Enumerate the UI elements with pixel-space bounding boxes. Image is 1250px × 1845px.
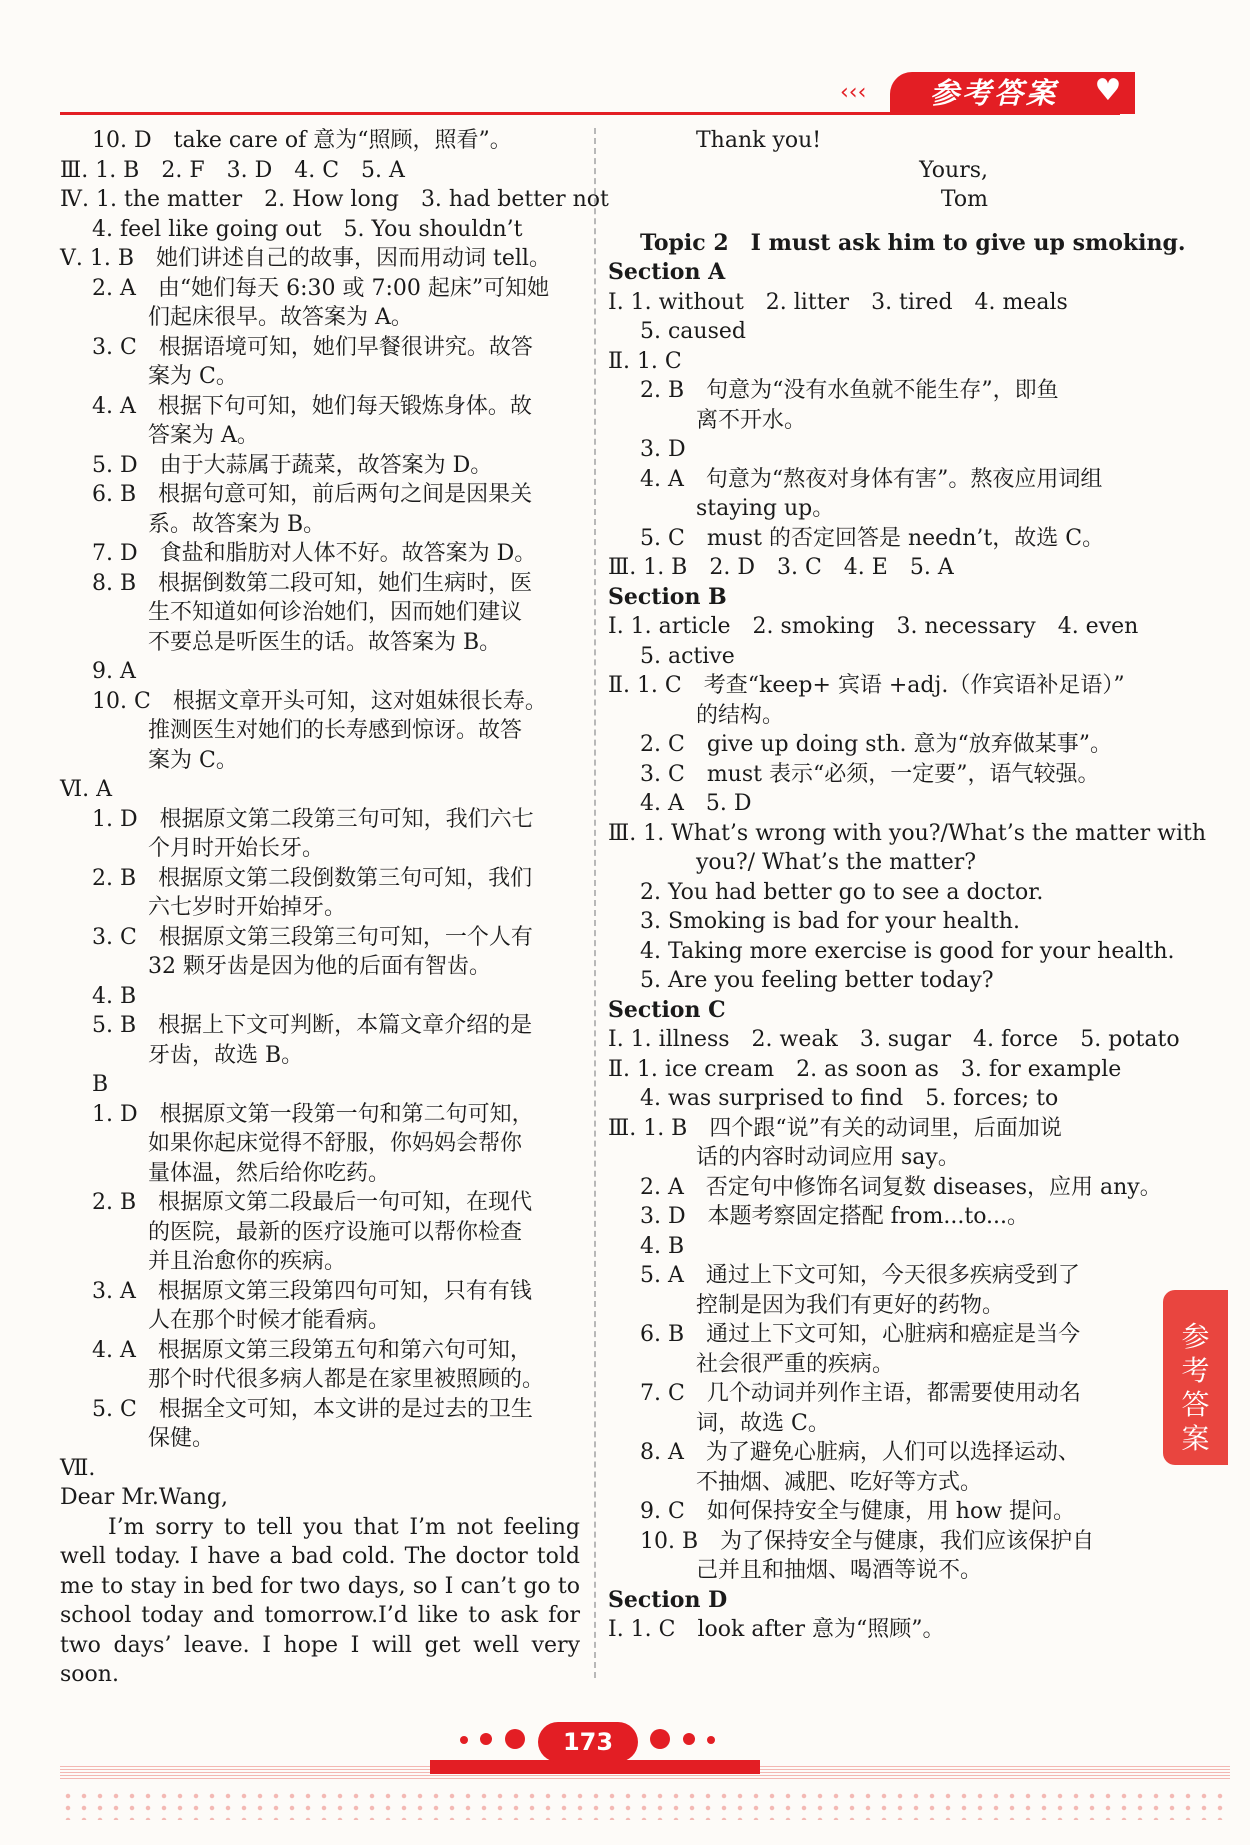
- answer-line: 那个时代很多病人都是在家里被照顾的。: [148, 1367, 545, 1392]
- answer-line: 9. A: [92, 659, 136, 684]
- answer-line: 5. B 根据上下文可判断，本篇文章介绍的是: [92, 1013, 533, 1038]
- answer-line: 离不开水。: [696, 407, 807, 433]
- answer-line: 2. You had better go to see a doctor.: [640, 879, 1044, 905]
- answer-line: 3. D: [640, 437, 686, 462]
- answer-line: 7. C 几个动词并列作主语，都需要使用动名: [640, 1381, 1081, 1406]
- answer-line: 社会很严重的疾病。: [696, 1351, 895, 1377]
- footer-dot: [480, 1733, 492, 1745]
- header-arrows-icon: ‹‹‹: [840, 80, 867, 105]
- side-tab: [1163, 1290, 1228, 1465]
- answer-line: 8. B 根据倒数第二段可知，她们生病时，医: [92, 570, 533, 596]
- answer-line: 保健。: [148, 1426, 215, 1451]
- answer-line: 3. C 根据原文第三段第三句可知，一个人有: [92, 924, 533, 950]
- answer-line: 的医院，最新的医疗设施可以帮你检查: [148, 1219, 523, 1245]
- answer-line: 个月时开始长牙。: [148, 836, 325, 861]
- answer-line: [608, 215, 1128, 223]
- answer-line: 4. B: [640, 1233, 685, 1259]
- answer-line: 5. A 通过上下文可知，今天很多疾病受到了: [640, 1263, 1080, 1288]
- answer-line: 4. A 5. D: [640, 791, 752, 816]
- answer-line: Ⅲ. 1. B 四个跟“说”有关的动词里，后面加说: [608, 1115, 1062, 1141]
- answer-line: 人在那个时候才能看病。: [148, 1308, 391, 1333]
- answer-line: 的结构。: [696, 702, 785, 728]
- answer-line: 2. A 否定句中修饰名词复数 diseases，应用 any。: [640, 1174, 1162, 1200]
- answer-line: 3. D 本题考察固定搭配 from...to...。: [640, 1204, 1030, 1229]
- side-tab-char: 考: [1181, 1354, 1210, 1387]
- left-column: [60, 126, 609, 1690]
- answer-line: 推测医生对她们的长寿感到惊讶。故答: [148, 718, 523, 743]
- answer-line: 5. Are you feeling better today?: [640, 968, 994, 993]
- answer-line: 并且治愈你的疾病。: [148, 1249, 347, 1274]
- answer-line: 3. A 根据原文第三段第四句可知，只有有钱: [92, 1278, 532, 1304]
- answer-line: 3. C must 表示“必须，一定要”，语气较强。: [640, 761, 1100, 787]
- answer-line: 2. C give up doing sth. 意为“放弃做某事”。: [640, 732, 1113, 757]
- side-tab-char: 答: [1181, 1388, 1210, 1421]
- answer-line: 1. D 根据原文第二段第三句可知，我们六七: [92, 806, 534, 832]
- answer-line: 量体温，然后给你吃药。: [148, 1160, 391, 1186]
- answer-line: Ⅰ. 1. article 2. smoking 3. necessary 4. even: [608, 614, 1139, 639]
- answer-line: 4. B: [92, 983, 137, 1009]
- footer-dot-pattern: [60, 1790, 1230, 1820]
- answer-line: Dear Mr.Wang,: [60, 1485, 228, 1510]
- answer-line: 3. C 根据语境可知，她们早餐很讲究。故答: [92, 334, 533, 360]
- answer-line: Yours,: [919, 157, 988, 183]
- answer-line: Tom: [940, 187, 988, 212]
- answer-line: 2. B 根据原文第二段最后一句可知，在现代: [92, 1190, 533, 1215]
- answer-line: staying up。: [696, 496, 835, 521]
- answer-line: 话的内容时动词应用 say。: [696, 1145, 960, 1170]
- answer-line: 5. caused: [640, 319, 746, 344]
- answer-line: Ⅱ. 1. C: [608, 348, 682, 374]
- answer-line: Thank you!: [696, 128, 822, 153]
- answer-line: Ⅰ. 1. illness 2. weak 3. sugar 4. force 5. potato: [608, 1027, 1180, 1052]
- answer-line: 6. B 根据句意可知，前后两句之间是因果关: [92, 482, 533, 507]
- answer-line: Ⅰ. 1. without 2. litter 3. tired 4. meals: [608, 289, 1068, 315]
- answer-line: Ⅰ. 1. C look after 意为“照顾”。: [608, 1617, 945, 1642]
- footer-dot: [505, 1729, 525, 1749]
- answer-line: 不要总是听医生的话。故答案为 B。: [148, 629, 502, 655]
- section-heading: Section B: [608, 583, 727, 610]
- answer-line: 案为 C。: [148, 364, 238, 389]
- footer-dot: [683, 1733, 695, 1745]
- answer-line: 系。故答案为 B。: [148, 511, 326, 537]
- right-column: [608, 126, 1207, 1645]
- section-heading: Section A: [608, 259, 726, 285]
- answer-line: 4. Taking more exercise is good for your health.: [640, 938, 1175, 964]
- answer-line: Ⅲ. 1. B 2. F 3. D 4. C 5. A: [60, 157, 405, 183]
- section-heading: Section C: [608, 996, 726, 1023]
- answer-line: 案为 C。: [148, 747, 238, 773]
- answer-line: 32 颗牙齿是因为他的后面有智齿。: [148, 954, 491, 979]
- answer-line: 2. B 句意为“没有水鱼就不能生存”，即鱼: [640, 378, 1059, 403]
- answer-line: 6. B 通过上下文可知，心脏病和癌症是当今: [640, 1322, 1081, 1347]
- answer-line: Ⅵ. A: [60, 777, 113, 802]
- section-heading: Topic 2 I must ask him to give up smoking.: [640, 229, 1186, 256]
- footer-dot: [650, 1729, 670, 1749]
- heart-icon: ♥: [1094, 73, 1122, 108]
- side-tab-char: 案: [1181, 1422, 1210, 1455]
- page-number: 173: [538, 1722, 638, 1762]
- answer-line: 5. C must 的否定回答是 needn’t，故选 C。: [640, 525, 1105, 551]
- answer-line: 六七岁时开始掉牙。: [148, 895, 347, 920]
- answer-line: 9. C 如何保持安全与健康，用 how 提问。: [640, 1499, 1076, 1524]
- answer-line: 生不知道如何诊治她们，因而她们建议: [148, 600, 523, 625]
- answer-line: 2. B 根据原文第二段倒数第三句可知，我们: [92, 865, 533, 891]
- answer-line: B: [92, 1072, 109, 1097]
- column-divider: [594, 128, 596, 1678]
- footer-dot: [460, 1736, 468, 1744]
- answer-line: Ⅳ. 1. the matter 2. How long 3. had better not: [60, 187, 609, 212]
- answer-line: Ⅶ.: [60, 1455, 96, 1481]
- answer-line: 牙齿，故选 B。: [148, 1042, 304, 1068]
- answer-line: 10. C 根据文章开头可知，这对姐妹很长寿。: [92, 688, 547, 714]
- answer-line: 4. A 根据原文第三段第五句和第六句可知，: [92, 1337, 532, 1363]
- answer-line: 们起床很早。故答案为 A。: [148, 305, 413, 330]
- answer-line: 3. Smoking is bad for your health.: [640, 909, 1020, 934]
- answer-line: 5. active: [640, 643, 735, 669]
- answer-line: 词，故选 C。: [696, 1410, 830, 1436]
- answer-line: 1. D 根据原文第一段第一句和第二句可知，: [92, 1101, 534, 1127]
- answer-line: 控制是因为我们有更好的药物。: [696, 1292, 1005, 1318]
- answer-line: Ⅱ. 1. C 考查“keep+ 宾语 +adj.（作宾语补足语）”: [608, 673, 1125, 698]
- answer-line: 4. A 句意为“熬夜对身体有害”。熬夜应用词组: [640, 466, 1103, 492]
- header-rule: [60, 112, 1120, 115]
- answer-line: Ⅱ. 1. ice cream 2. as soon as 3. for example: [608, 1056, 1122, 1082]
- answer-line: 4. was surprised to find 5. forces; to: [640, 1086, 1059, 1111]
- answer-line: 10. D take care of 意为“照顾，照看”。: [92, 128, 512, 153]
- answer-line: 答案为 A。: [148, 423, 259, 448]
- answer-line: 5. D 由于大蒜属于蔬菜，故答案为 D。: [92, 452, 493, 478]
- header-title: 参考答案: [890, 72, 1135, 114]
- answer-line: 10. B 为了保持安全与健康，我们应该保护自: [640, 1528, 1095, 1554]
- answer-line: 5. C 根据全文可知，本文讲的是过去的卫生: [92, 1396, 533, 1422]
- side-tab-char: 参: [1181, 1320, 1210, 1353]
- answer-line: you?/ What’s the matter?: [696, 850, 977, 875]
- answer-line: 己并且和抽烟、喝酒等说不。: [696, 1558, 983, 1583]
- answer-line: 不抽烟、减肥、吃好等方式。: [696, 1469, 983, 1495]
- section-heading: Section D: [608, 1586, 728, 1613]
- answer-line: Ⅲ. 1. B 2. D 3. C 4. E 5. A: [608, 555, 954, 580]
- answer-line: 如果你起床觉得不舒服，你妈妈会帮你: [148, 1131, 523, 1156]
- answer-line: 4. feel like going out 5. You shouldn’t: [92, 216, 523, 242]
- footer-dot: [707, 1736, 715, 1744]
- footer-bar: [430, 1760, 760, 1774]
- answer-line: 4. A 根据下句可知，她们每天锻炼身体。故: [92, 393, 532, 419]
- answer-line: 8. A 为了避免心脏病，人们可以选择运动、: [640, 1440, 1080, 1465]
- answer-line: 2. A 由“她们每天 6:30 或 7:00 起床”可知她: [92, 275, 550, 301]
- answer-line: Ⅲ. 1. What’s wrong with you?/What’s the matter with: [608, 820, 1207, 846]
- letter-paragraph: I’m sorry to tell you that I’m not feeling well today. I have a bad cold. The doctor told me to stay in bed for two days, so I can’t go to school today and tomorrow.I’d like to ask for two days’ leave. I hope I will get well very soon.: [60, 1514, 580, 1687]
- answer-line: 7. D 食盐和脂肪对人体不好。故答案为 D。: [92, 541, 537, 566]
- answer-line: Ⅴ. 1. B 她们讲述自己的故事，因而用动词 tell。: [60, 246, 551, 271]
